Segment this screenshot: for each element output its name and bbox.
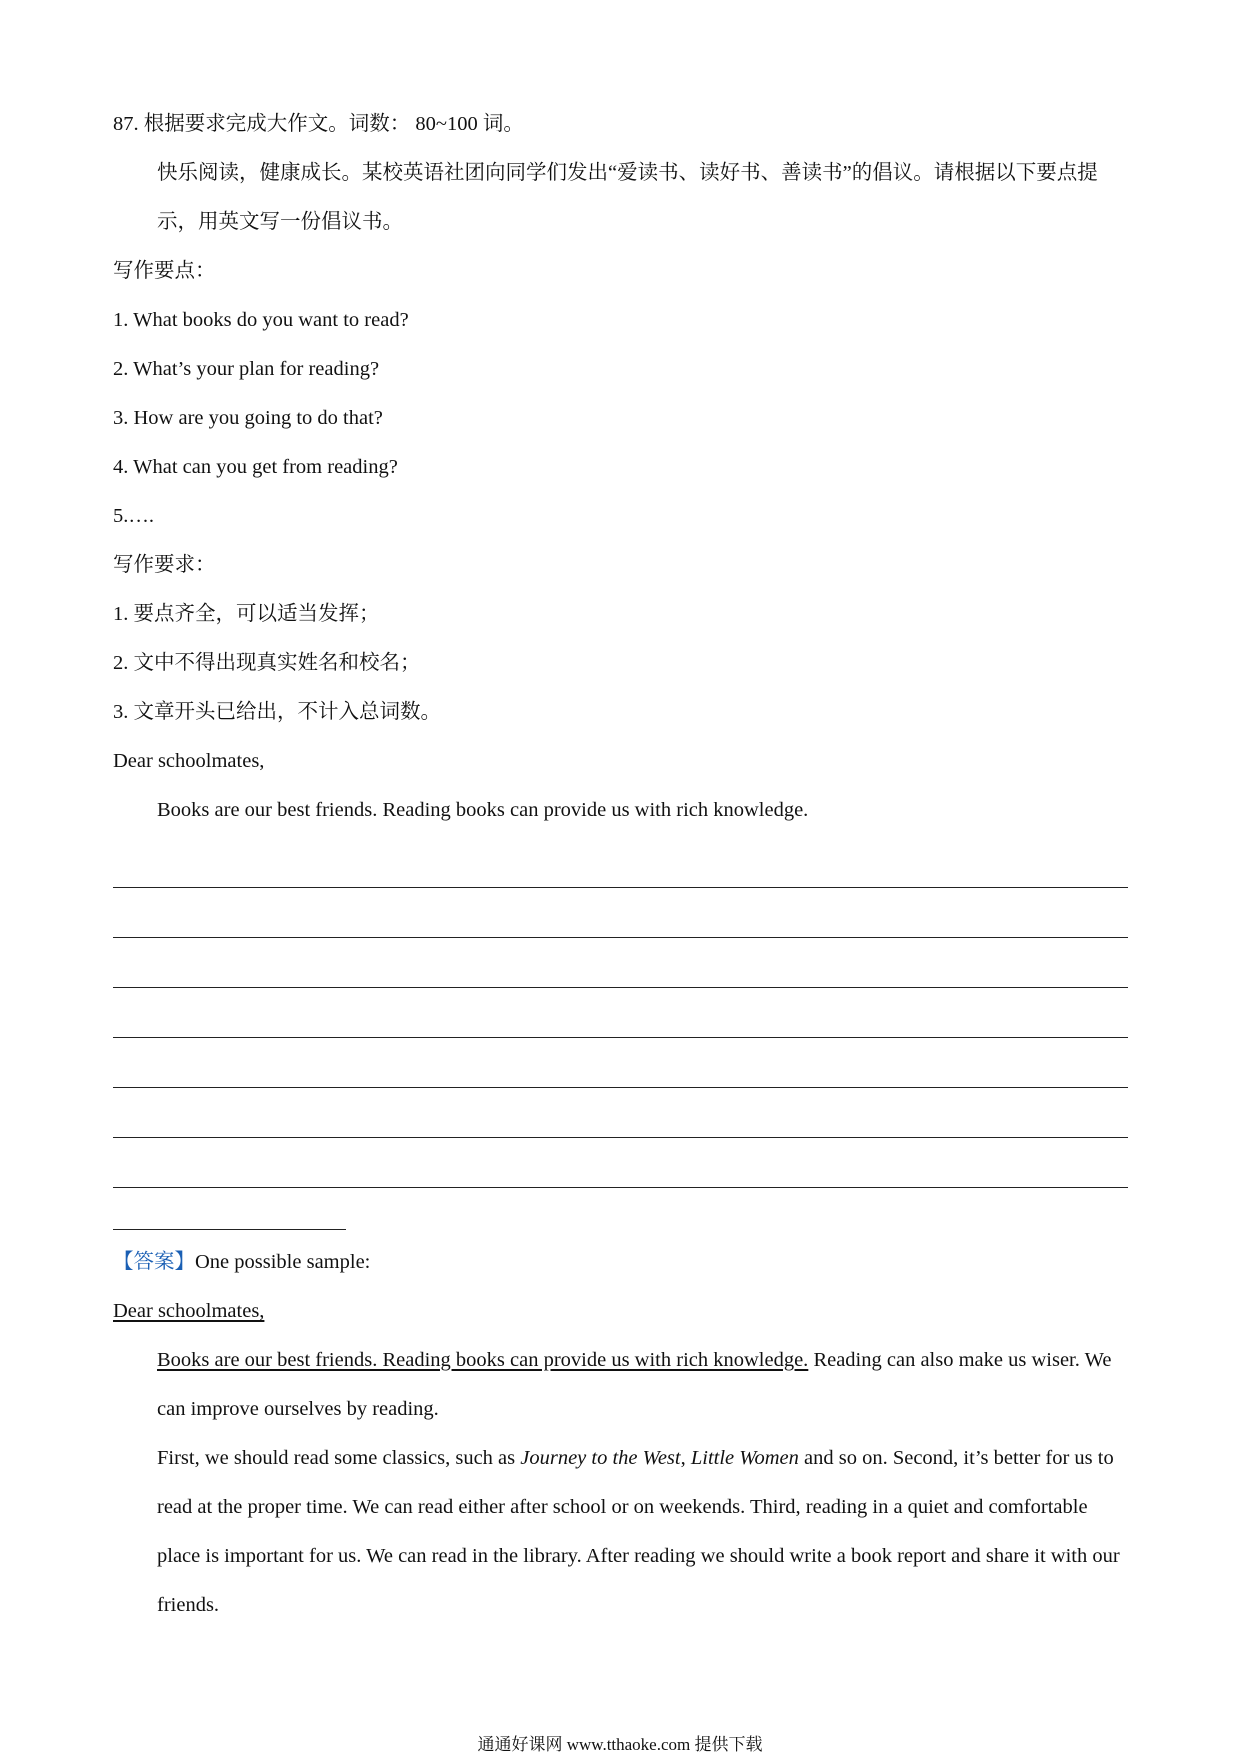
page-footer	[0, 1735, 1240, 1755]
question-intro: 快乐阅读，健康成长。某校英语社团向同学们发出“爱读书、读好书、善读书”的倡议。请根据以下要点提示，用英文写一份倡议书。	[157, 162, 1098, 233]
point-item: 5.….	[113, 505, 154, 527]
answer-p1-rest: Reading can also make us wiser. We can improve ourselves by reading.	[157, 1349, 1112, 1420]
answer-p2-end: and so on. Second, it’s better for us to read at the proper time. We can read either after school or on weekends. Third, reading in a quiet and comfortable place is important for us. We can read in the library. After reading we should write a book report and share it with our friends.	[157, 1447, 1120, 1616]
writing-line	[113, 938, 1128, 988]
requirement-item: 2. 文中不得出现真实姓名和校名；	[113, 652, 421, 674]
writing-line	[113, 988, 1128, 1038]
answer-p2-sep: ,	[680, 1447, 691, 1469]
point-item: 3. How are you going to do that?	[113, 407, 383, 429]
opening-sentence: Books are our best friends. Reading books can provide us with rich knowledge.	[157, 799, 809, 821]
writing-line	[113, 888, 1128, 938]
point-item: 1. What books do you want to read?	[113, 309, 409, 331]
answer-p2-start: First, we should read some classics, such as	[157, 1447, 521, 1469]
salutation: Dear schoolmates,	[113, 750, 265, 772]
point-item: 4. What can you get from reading?	[113, 456, 398, 478]
answer-salutation-text: Dear schoolmates,	[113, 1300, 265, 1322]
answer-paragraph-2	[113, 1434, 1128, 1630]
writing-line	[113, 1088, 1128, 1138]
answer-salutation	[113, 1287, 1128, 1336]
point-item: 2. What’s your plan for reading?	[113, 358, 380, 380]
answer-tag: 【答案】	[113, 1251, 195, 1273]
question-title: 87. 根据要求完成大作文。词数： 80~100 词。	[113, 113, 524, 135]
writing-line	[113, 838, 1128, 888]
points-heading: 写作要点：	[113, 260, 216, 282]
book-title: Little Women	[690, 1447, 799, 1469]
requirements-heading: 写作要求：	[113, 554, 216, 576]
writing-line	[113, 1138, 1128, 1188]
answer-header	[113, 1238, 1128, 1287]
requirement-item: 1. 要点齐全，可以适当发挥；	[113, 603, 380, 625]
footer-text: 通通好课网 www.tthaoke.com 提供下载	[477, 1735, 763, 1754]
book-title: Journey to the West	[520, 1447, 681, 1469]
requirement-item: 3. 文章开头已给出，不计入总词数。	[113, 701, 441, 723]
footnote-divider	[113, 1229, 346, 1238]
writing-area[interactable]	[113, 838, 1128, 1188]
answer-given-opening: Books are our best friends. Reading books can provide us with rich knowledge.	[157, 1349, 809, 1371]
answer-paragraph-1	[113, 1336, 1128, 1434]
writing-line	[113, 1038, 1128, 1088]
answer-label: One possible sample:	[195, 1251, 371, 1273]
document-page	[113, 100, 1128, 1630]
